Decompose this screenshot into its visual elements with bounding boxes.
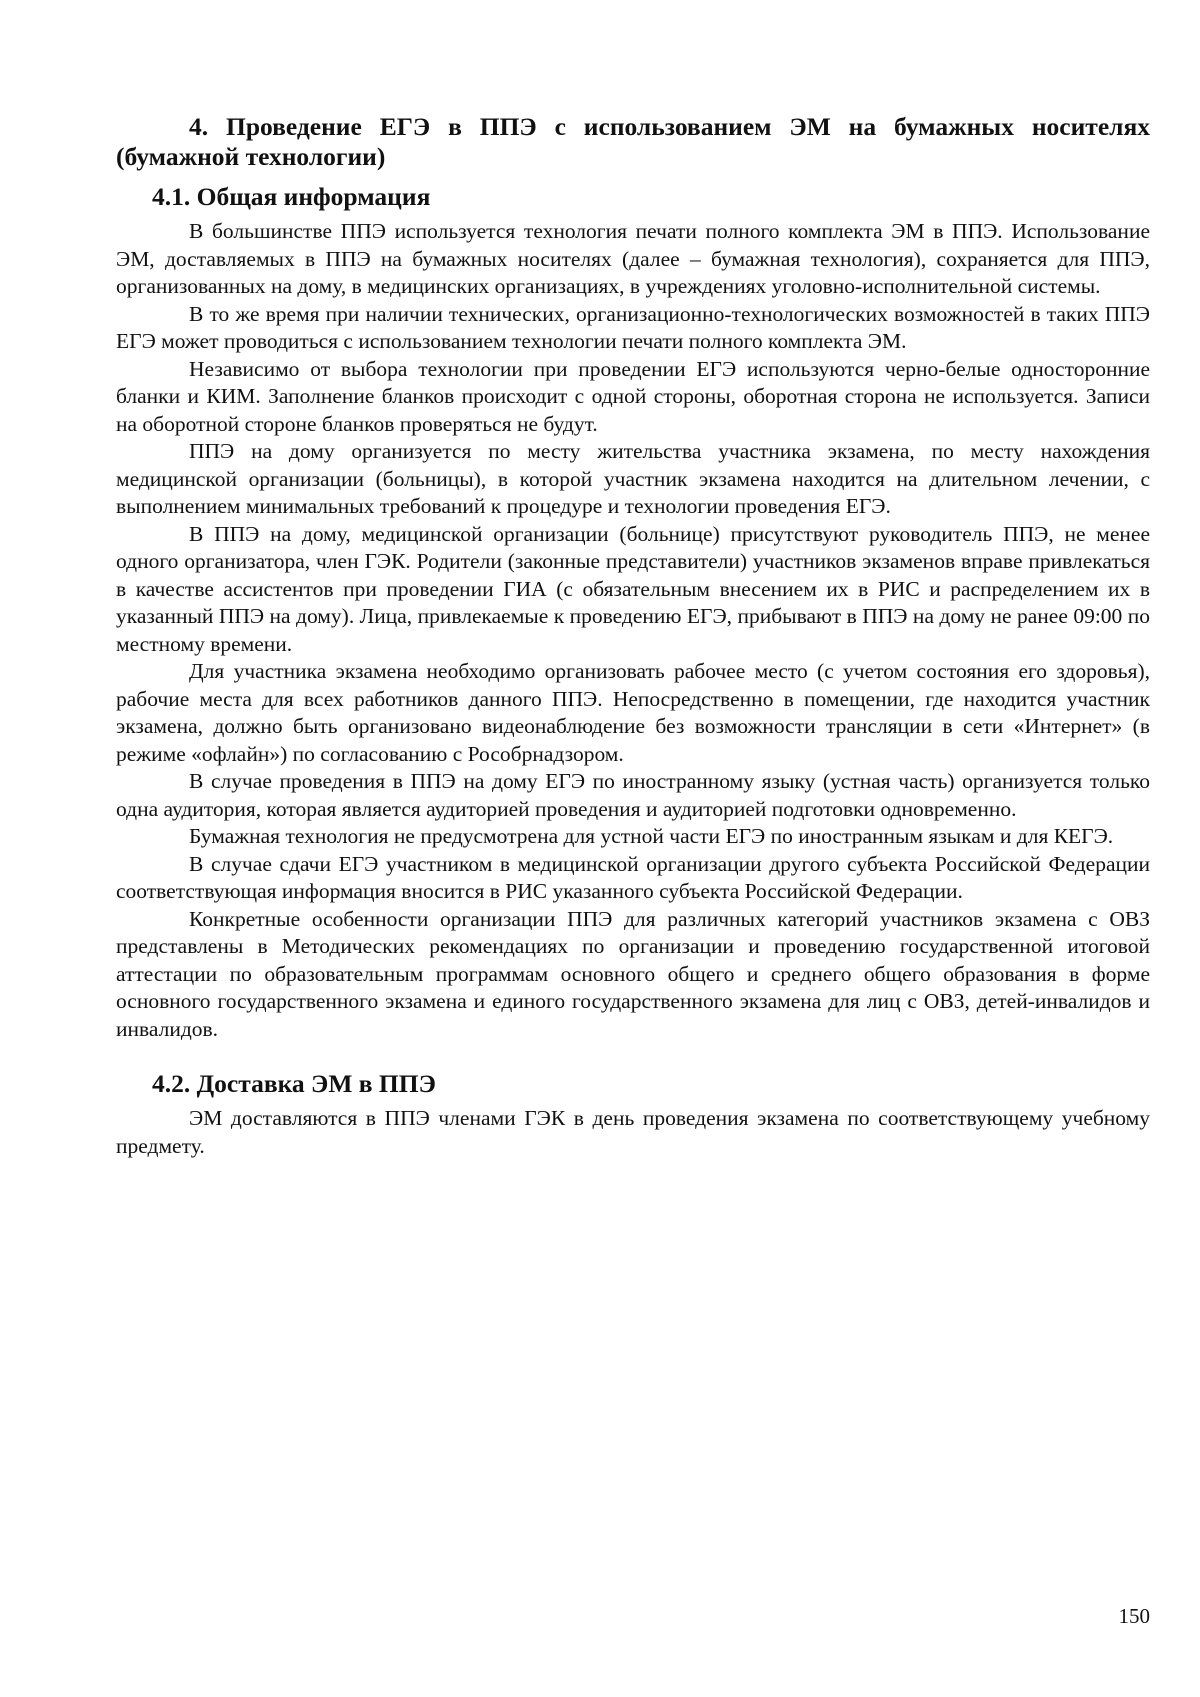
paragraph: ППЭ на дому организуется по месту жительства участника экзамена, по месту нахождения медицинской организации (больницы), в которой участник экзамена находится на длительном лечении, с выполнением минимальных требований к процедуре и технологии проведения ЕГЭ.	[116, 439, 1150, 518]
paragraph: Бумажная технология не предусмотрена для устной части ЕГЭ по иностранным языкам и для КЕГЭ.	[189, 824, 1114, 848]
paragraph: В случае проведения в ППЭ на дому ЕГЭ по иностранному языку (устная часть) организуется только одна аудитория, которая является аудиторией проведения и аудиторией подготовки одновременно.	[116, 769, 1150, 821]
paragraph: Для участника экзамена необходимо организовать рабочее место (с учетом состояния его здоровья), рабочие места для всех работников данного ППЭ. Непосредственно в помещении, где находится участник экзамена, должно быть организовано видеонаблюдение без возможности трансляции в сети «Интернет» (в режиме «офлайн») по согласованию с Рособрнадзором.	[116, 659, 1150, 766]
paragraph: ЭМ доставляются в ППЭ членами ГЭК в день проведения экзамена по соответствующему учебному предмету.	[116, 1106, 1150, 1158]
paragraph: В то же время при наличии технических, организационно-технологических возможностей в таких ППЭ ЕГЭ может проводиться с использованием технологии печати полного комплекта ЭМ.	[116, 301, 1150, 353]
document-page	[116, 112, 1150, 1160]
subsection-heading-general-info: 4.1. Общая информация	[152, 182, 431, 211]
paragraph: Конкретные особенности организации ППЭ для различных категорий участников экзамена с ОВЗ представлены в Методических рекомендациях по организации и проведению государственной итоговой аттестации по образовательным программам основного общего и среднего общего образования в форме основного государственного экзамена и единого государственного экзамена для лиц с ОВЗ, детей-инвалидов и инвалидов.	[116, 906, 1150, 1041]
paragraph: В случае сдачи ЕГЭ участником в медицинской организации другого субъекта Российской Федерации соответствующая информация вносится в РИС указанного субъекта Российской Федерации.	[116, 851, 1150, 903]
paragraph: В большинстве ППЭ используется технология печати полного комплекта ЭМ в ППЭ. Использование ЭМ, доставляемых в ППЭ на бумажных носителях (далее – бумажная технология), сохраняется для ППЭ, организованных на дому, в медицинских организациях, в учреждениях уголовно-исполнительной системы.	[116, 219, 1150, 298]
paragraph: Независимо от выбора технологии при проведении ЕГЭ используются черно-белые односторонние бланки и КИМ. Заполнение бланков происходит с одной стороны, оборотная сторона не используется. Записи на оборотной стороне бланков проверяться не будут.	[116, 356, 1150, 436]
subsection-heading-delivery: 4.2. Доставка ЭМ в ППЭ	[152, 1069, 436, 1098]
page-number: 150	[1118, 1604, 1150, 1628]
section-title: 4. Проведение ЕГЭ в ППЭ с использованием ЭМ на бумажных носителях (бумажной технологии)	[116, 112, 1150, 171]
paragraph: В ППЭ на дому, медицинской организации (больнице) присутствуют руководитель ППЭ, не менее одного организатора, член ГЭК. Родители (законные представители) участников экзаменов вправе привлекаться в качестве ассистентов при проведении ГИА (с обязательным внесением их в РИС и распределением их в указанный ППЭ на дому). Лица, привлекаемые к проведению ЕГЭ, прибывают в ППЭ на дому не ранее 09:00 по местному времени.	[116, 521, 1150, 656]
